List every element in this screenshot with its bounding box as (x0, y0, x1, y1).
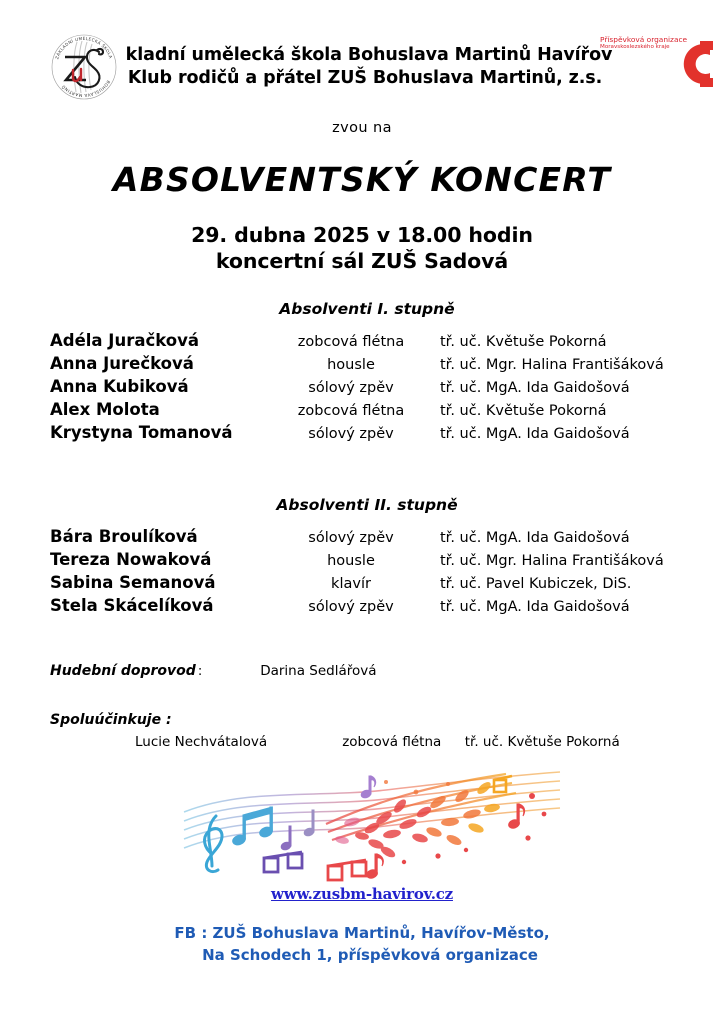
table-row (50, 400, 690, 423)
accompaniment-colon: : (197, 664, 203, 679)
student-instrument: sólový zpěv (308, 426, 394, 442)
student-instrument: zobcová flétna (297, 334, 405, 350)
invite-text: zvou na (332, 120, 392, 136)
website-link[interactable]: www.zusbm-havirov.cz (271, 885, 453, 903)
student-name: Tereza Nowaková (50, 550, 212, 569)
student-instrument: klavír (331, 576, 371, 592)
poster-footer (0, 884, 724, 966)
student-name: Sabina Semanová (50, 573, 216, 592)
poster-header (0, 0, 724, 112)
student-instrument: housle (327, 553, 375, 569)
student-instrument: zobcová flétna (297, 403, 405, 419)
accompaniment-label: Hudební doprovod (50, 663, 196, 679)
svg-text:ZÁKLADNÍ UMĚLECKÁ ŠKOLA: ZÁKLADNÍ UMĚLECKÁ ŠKOLA (54, 35, 114, 60)
table-row (50, 354, 690, 377)
table-row (50, 377, 690, 400)
school-name-line: kladní umělecká škola Bohuslava Martinů Havířov (125, 45, 613, 65)
collaborator-name: Lucie Nechvátalová (135, 734, 268, 750)
student-teacher: tř. uč. MgA. Ida Gaidošová (440, 426, 630, 442)
student-instrument: housle (327, 357, 375, 373)
student-name: Stela Skácelíková (50, 596, 214, 615)
student-teacher: tř. uč. Pavel Kubiczek, DiS. (440, 576, 632, 592)
region-c-arc-icon (670, 39, 716, 93)
collaboration-label: Spoluúčinkuje : (50, 712, 172, 728)
event-date: 29. dubna 2025 v 18.00 hodin (191, 223, 533, 247)
accompaniment-block (50, 660, 700, 679)
svg-text:BOHUSLAVA MARTINŮ: BOHUSLAVA MARTINŮ (60, 79, 112, 99)
student-instrument: sólový zpěv (308, 530, 394, 546)
roster-table (50, 527, 690, 619)
section-graduates-level-1 (0, 300, 724, 446)
student-instrument: sólový zpěv (308, 599, 394, 615)
event-venue: koncertní sál ZUŠ Sadová (215, 249, 509, 273)
student-teacher: tř. uč. Mgr. Halina Františáková (440, 553, 664, 569)
student-name: Alex Molota (50, 400, 160, 419)
student-teacher: tř. uč. MgA. Ida Gaidošová (440, 380, 630, 396)
table-row (135, 734, 724, 754)
section-heading: Absolventi II. stupně (276, 496, 458, 514)
musical-staff-notes-illustration (176, 762, 566, 887)
roster-table (50, 331, 690, 446)
collaboration-block (50, 712, 700, 754)
table-row (50, 527, 690, 550)
region-logo-line2: Moravskoslezského kraje (600, 44, 670, 50)
facebook-info (0, 922, 724, 966)
region-organization-logo (600, 33, 716, 89)
student-teacher: tř. uč. Mgr. Halina Františáková (440, 357, 664, 373)
student-name: Anna Kubiková (50, 377, 189, 396)
student-name: Anna Jurečková (50, 354, 194, 373)
parents-club-line: Klub rodičů a přátel ZUŠ Bohuslava Martinů, z.s. (127, 68, 603, 88)
facebook-line-2: Na Schodech 1, příspěvková organizace (202, 946, 538, 964)
table-row (50, 573, 690, 596)
table-row (50, 596, 690, 619)
collaborator-instrument: zobcová flétna (342, 734, 442, 750)
student-teacher: tř. uč. MgA. Ida Gaidošová (440, 530, 630, 546)
page-title: ABSOLVENTSKÝ KONCERT (112, 160, 612, 199)
region-logo-line1: Příspěvková organizace (600, 35, 688, 44)
table-row (50, 423, 690, 446)
student-name: Bára Broulíková (50, 527, 198, 546)
student-instrument: sólový zpěv (308, 380, 394, 396)
student-teacher: tř. uč. Květuše Pokorná (440, 334, 607, 350)
student-teacher: tř. uč. MgA. Ida Gaidošová (440, 599, 630, 615)
section-heading: Absolventi I. stupně (279, 300, 455, 318)
collaborator-teacher: tř. uč. Květuše Pokorná (464, 734, 620, 750)
section-graduates-level-2 (0, 496, 724, 619)
student-name: Krystyna Tomanová (50, 423, 233, 442)
table-row (50, 331, 690, 354)
student-name: Adéla Juračková (50, 331, 199, 350)
accompaniment-name: Darina Sedlářová (260, 663, 377, 679)
facebook-line-1: FB : ZUŠ Bohuslava Martinů, Havířov-Město, (174, 924, 550, 942)
event-details (0, 222, 724, 274)
table-row (50, 550, 690, 573)
collaboration-table (135, 734, 724, 754)
student-teacher: tř. uč. Květuše Pokorná (440, 403, 607, 419)
